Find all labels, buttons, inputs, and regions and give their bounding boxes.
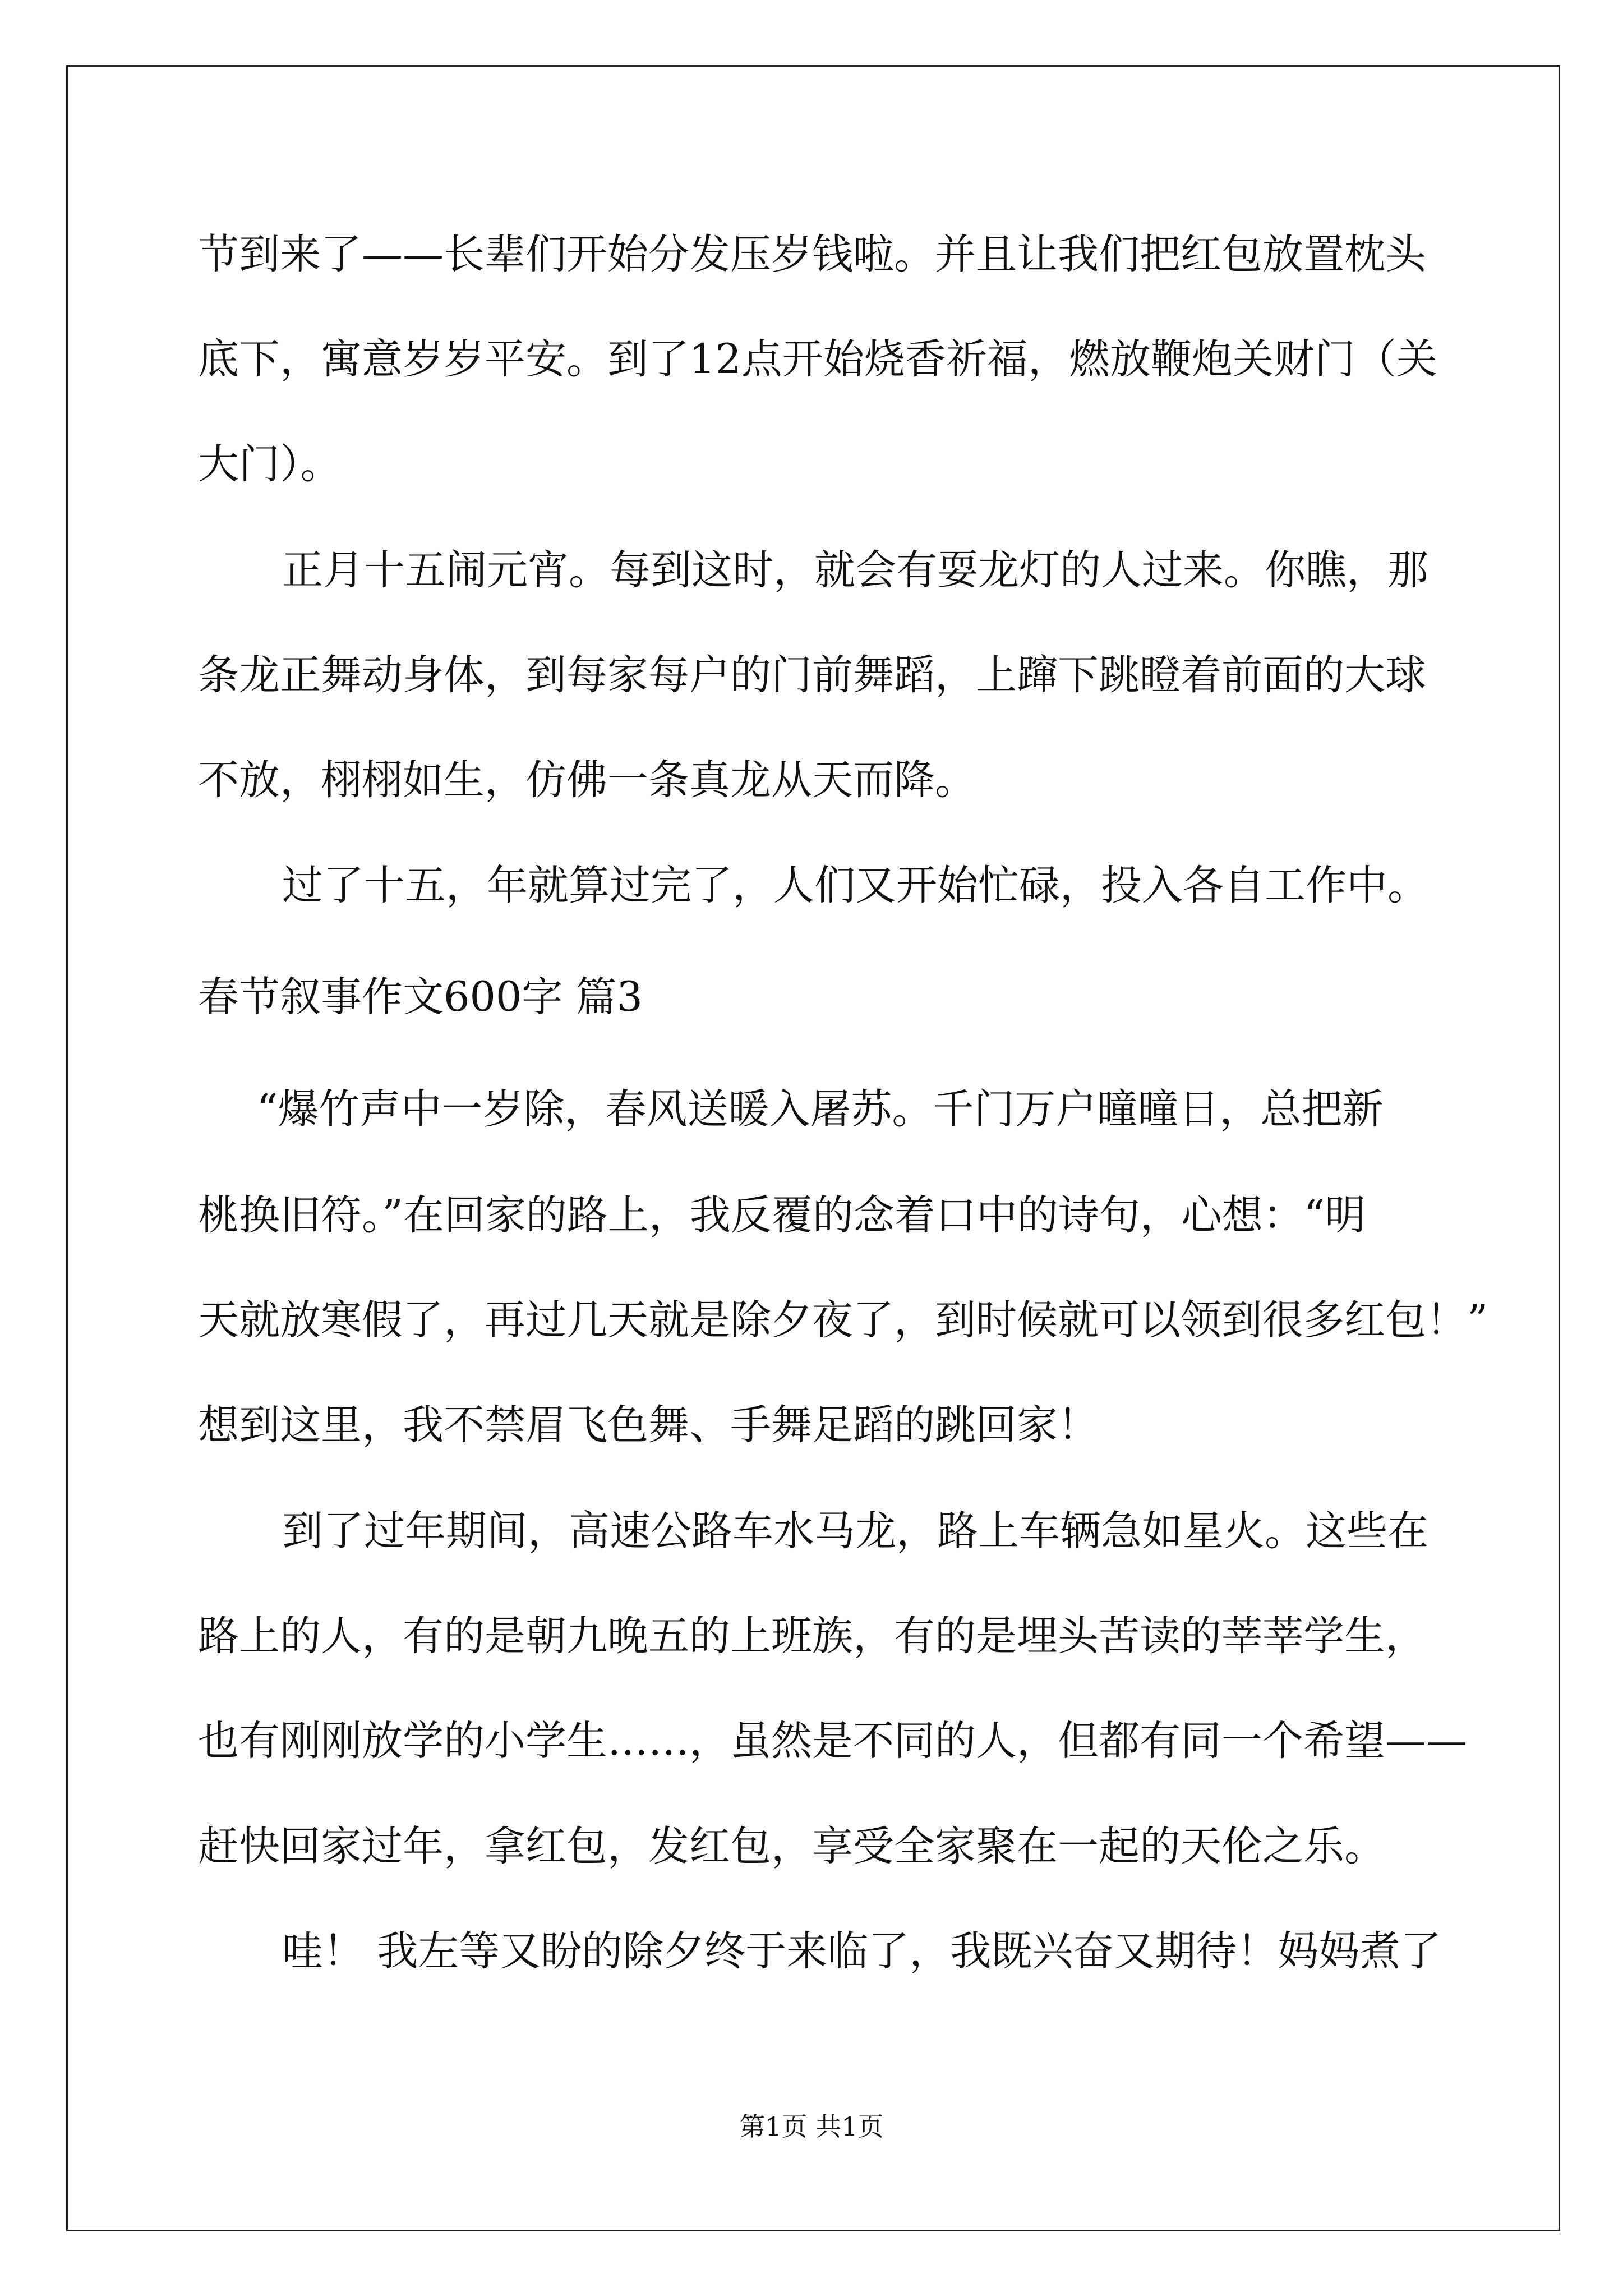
- text-line: 也有刚刚放学的小学生……，虽然是不同的人，但都有同一个希望——: [198, 1717, 1467, 1765]
- text-line: 底下，寓意岁岁平安。到了12点开始烧香祈福，燃放鞭炮关财门（关: [198, 335, 1437, 383]
- text-line: 大门）。: [198, 440, 342, 488]
- text-line: 天就放寒假了，再过几天就是除夕夜了，到时候就可以领到很多红包！”: [198, 1296, 1488, 1344]
- text-line: 桃换旧符。”在回家的路上，我反覆的念着口中的诗句，心想：“明: [198, 1191, 1366, 1239]
- paragraph-start-line: 过了十五，年就算过完了，人们又开始忙碌，投入各自工作中。: [282, 862, 1428, 909]
- section-heading: 春节叙事作文600字 篇3: [198, 973, 643, 1021]
- text-line: 条龙正舞动身体，到每家每户的门前舞蹈，上蹿下跳瞪着前面的大球: [198, 651, 1426, 699]
- text-line: 不放，栩栩如生，仿佛一条真龙从天而降。: [198, 756, 976, 804]
- text-line: 想到这里，我不禁眉飞色舞、手舞足蹈的跳回家！: [198, 1401, 1099, 1449]
- page-number: 第1页 共1页: [739, 2111, 884, 2142]
- text-line: 路上的人，有的是朝九晚五的上班族，有的是埋头苦读的莘莘学生，: [198, 1612, 1426, 1660]
- paragraph-start-line: 正月十五闹元宵。每到这时，就会有耍龙灯的人过来。你瞧，那: [282, 546, 1428, 594]
- paragraph-start-line: 哇！ 我左等又盼的除夕终于来临了，我既兴奋又期待！妈妈煮了: [282, 1927, 1442, 1975]
- paragraph-start-line: 到了过年期间，高速公路车水马龙，路上车辆急如星火。这些在: [282, 1507, 1428, 1555]
- text-line: 赶快回家过年，拿红包，发红包，享受全家聚在一起的天伦之乐。: [198, 1823, 1385, 1870]
- text-line: 节到来了——长辈们开始分发压岁钱啦。并且让我们把红包放置枕头: [198, 231, 1426, 278]
- paragraph-start-line: “爆竹声中一岁除，春风送暖入屠苏。千门万户曈曈日，总把新: [257, 1085, 1384, 1133]
